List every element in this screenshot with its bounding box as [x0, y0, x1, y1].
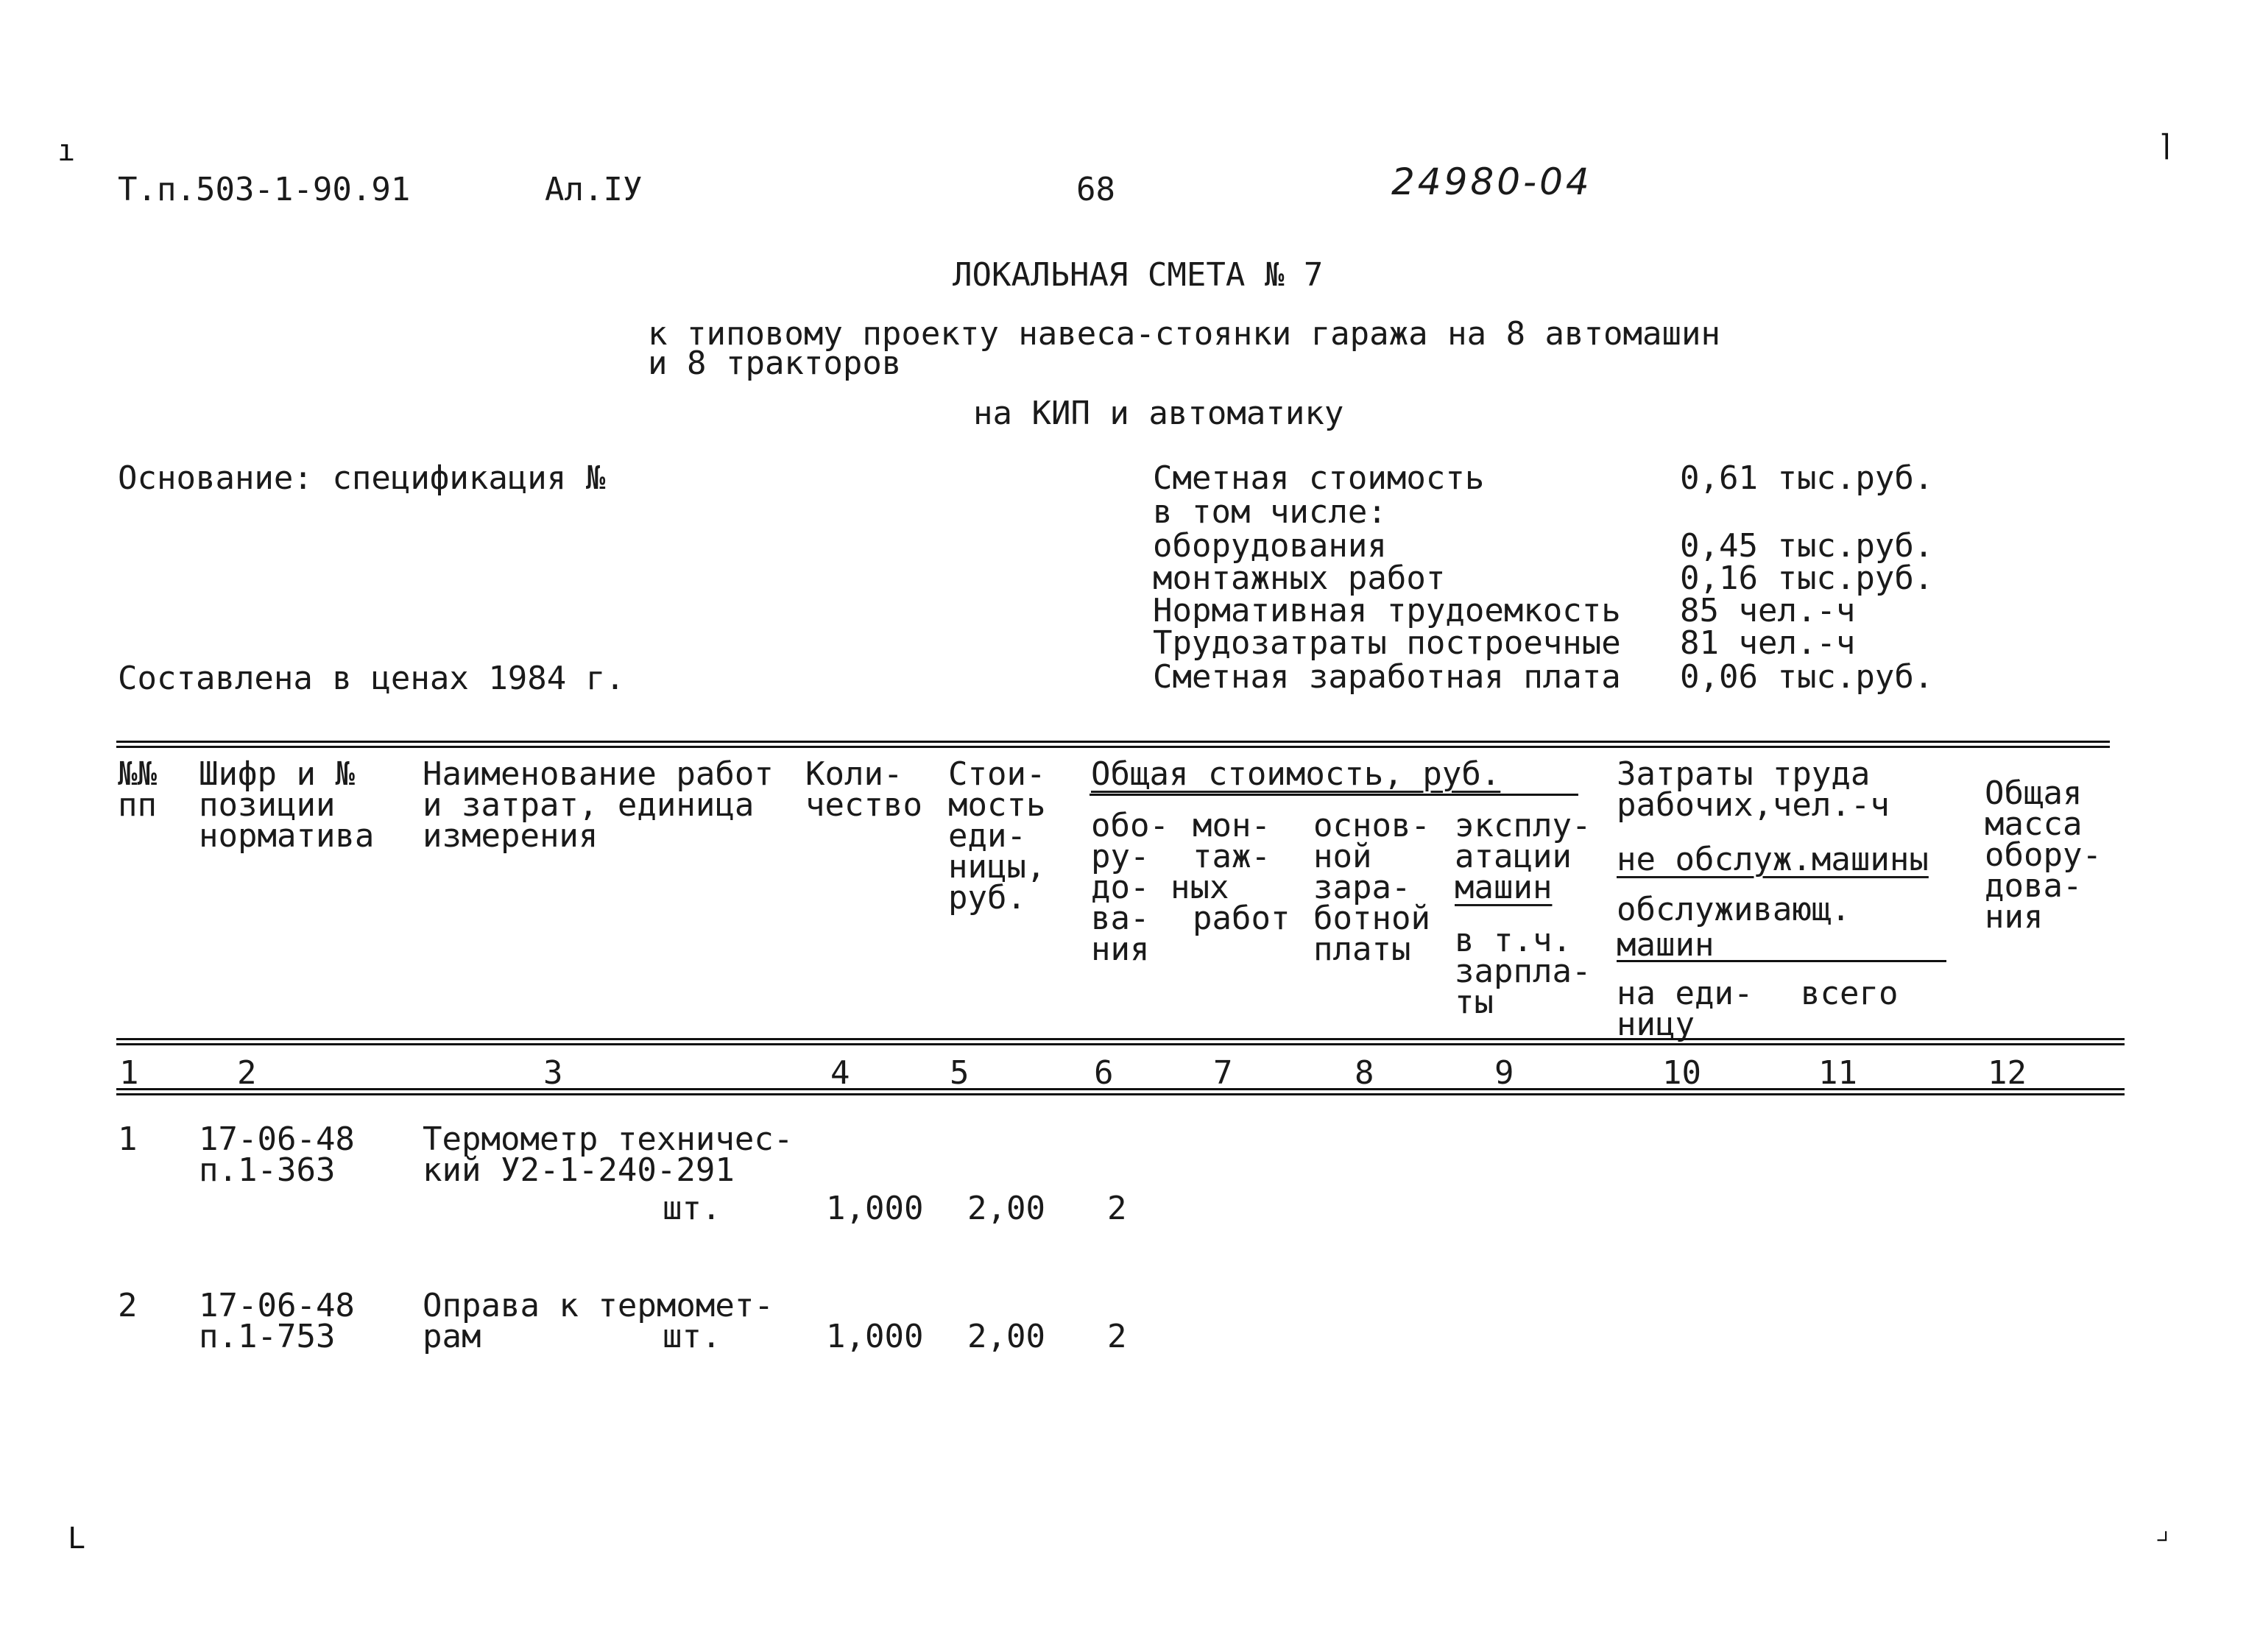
- header-total: всего: [1801, 975, 1899, 1012]
- corner-mark-top-right: ⌉: [2157, 129, 2175, 163]
- header-installation: таж-: [1193, 838, 1271, 875]
- column-number: 8: [1355, 1054, 1374, 1092]
- header-unit-cost: мость: [948, 786, 1046, 824]
- header-installation: ных: [1170, 869, 1229, 906]
- header-machines-wages: ты: [1455, 984, 1494, 1021]
- column-numbers-rule: [116, 1088, 2125, 1095]
- header-unit-cost: еди-: [948, 817, 1026, 855]
- document-number: 24980-04: [1391, 160, 1592, 203]
- header-machines-wages: в т.ч.: [1455, 922, 1572, 959]
- header-machines-wages: зарпла-: [1455, 953, 1592, 990]
- header-per-unit: ницу: [1617, 1006, 1695, 1043]
- title-line-3: на КИП и автоматику: [973, 395, 1344, 432]
- summary-label: в том числе:: [1153, 493, 1387, 531]
- column-number: 1: [119, 1054, 139, 1092]
- column-number: 3: [543, 1054, 563, 1092]
- project-code: Т.п.503-1-90.91: [118, 171, 411, 208]
- summary-label: оборудования: [1153, 527, 1387, 565]
- header-mass: дова-: [1985, 867, 2083, 905]
- row-unit-cost: 2,00: [967, 1190, 1045, 1227]
- corner-mark-top-left: ı: [57, 134, 76, 168]
- row-number: 2: [118, 1287, 138, 1324]
- title-line-1: к типовому проекту навеса-стоянки гаража на 8 автомашин: [648, 315, 1720, 353]
- header-unit-cost: ницы,: [948, 848, 1046, 886]
- labor-rule: [1617, 960, 1946, 962]
- summary-label: Трудозатраты построечные: [1153, 624, 1621, 662]
- header-name: Наименование работ: [423, 755, 774, 793]
- column-number: 9: [1494, 1054, 1514, 1092]
- header-machines: машин: [1455, 869, 1553, 906]
- header-equipment: ния: [1091, 931, 1150, 968]
- album-label: Ал.IУ: [545, 171, 643, 208]
- header-labor-not-machines: не обслуж.машины: [1617, 841, 1929, 878]
- header-labor-machines: машин: [1617, 926, 1715, 964]
- row-quantity: 1,000: [826, 1190, 924, 1227]
- prices-label: Составлена в ценах 1984 г.: [118, 660, 625, 697]
- header-wages: платы: [1313, 931, 1411, 968]
- summary-value: 81 чел.-ч: [1680, 624, 1856, 662]
- row-code: п.1-753: [199, 1318, 336, 1355]
- page-number: 68: [1076, 171, 1115, 208]
- header-unit-cost: Стои-: [948, 755, 1046, 793]
- row-number: 1: [118, 1120, 138, 1158]
- header-group-total-cost: Общая стоимость, руб.: [1091, 755, 1501, 793]
- header-mass: обору-: [1985, 836, 2102, 874]
- summary-label: Сметная стоимость: [1153, 459, 1485, 497]
- group-cost-rule: [1090, 794, 1578, 796]
- column-number: 6: [1094, 1054, 1114, 1092]
- summary-value: 0,45 тыс.руб.: [1680, 527, 1934, 565]
- header-installation: работ: [1193, 900, 1290, 937]
- corner-mark-bottom-left: L: [68, 1522, 86, 1556]
- header-equipment: обо-: [1091, 807, 1169, 844]
- column-number: 5: [950, 1054, 970, 1092]
- header-unit-cost: руб.: [948, 879, 1026, 917]
- column-number: 11: [1818, 1054, 1857, 1092]
- header-installation: мон-: [1193, 807, 1271, 844]
- table-top-rule: [116, 741, 2110, 748]
- header-equipment: ру-: [1091, 838, 1150, 875]
- summary-label: Сметная заработная плата: [1153, 658, 1621, 696]
- row-code: 17-06-48: [199, 1120, 355, 1158]
- summary-label: Нормативная трудоемкость: [1153, 592, 1621, 629]
- row-name: Термометр техничес-: [423, 1120, 794, 1158]
- header-num: пп: [118, 786, 157, 824]
- header-qty: Коли-: [805, 755, 903, 793]
- header-bottom-rule: [116, 1038, 2125, 1045]
- row-code: п.1-363: [199, 1151, 336, 1189]
- row-name: кий У2-1-240-291: [423, 1151, 735, 1189]
- header-machines: эксплу-: [1455, 807, 1592, 844]
- summary-value: 85 чел.-ч: [1680, 592, 1856, 629]
- row-unit: шт.: [663, 1190, 721, 1227]
- row-unit-cost: 2,00: [967, 1318, 1045, 1355]
- header-name: измерения: [423, 817, 598, 855]
- summary-value: 0,61 тыс.руб.: [1680, 459, 1934, 497]
- row-name: рам: [423, 1318, 481, 1355]
- header-code: позиции: [199, 786, 336, 824]
- column-number: 10: [1662, 1054, 1701, 1092]
- row-equipment-cost: 2: [1107, 1318, 1127, 1355]
- header-num: №№: [118, 755, 157, 793]
- header-wages: ботной: [1313, 900, 1430, 937]
- header-machines: атации: [1455, 838, 1572, 875]
- header-mass: Общая: [1985, 774, 2083, 812]
- column-number: 12: [1988, 1054, 2027, 1092]
- row-code: 17-06-48: [199, 1287, 355, 1324]
- header-mass: масса: [1985, 805, 2083, 843]
- header-wages: основ-: [1313, 807, 1430, 844]
- header-code: норматива: [199, 817, 375, 855]
- row-quantity: 1,000: [826, 1318, 924, 1355]
- title-line-2: и 8 тракторов: [648, 345, 902, 382]
- column-number: 7: [1213, 1054, 1233, 1092]
- header-mass: ния: [1985, 898, 2044, 936]
- row-unit: шт.: [663, 1318, 721, 1355]
- header-code: Шифр и №: [199, 755, 355, 793]
- row-equipment-cost: 2: [1107, 1190, 1127, 1227]
- header-qty: чество: [805, 786, 922, 824]
- header-group-labor: Затраты труда: [1617, 755, 1871, 793]
- summary-label: монтажных работ: [1153, 560, 1446, 597]
- column-number: 2: [237, 1054, 257, 1092]
- header-equipment: ва-: [1091, 900, 1150, 937]
- corner-mark-bottom-right: ⌟: [2153, 1513, 2172, 1547]
- header-per-unit: на еди-: [1617, 975, 1754, 1012]
- header-wages: зара-: [1313, 869, 1411, 906]
- basis-label: Основание: спецификация №: [118, 459, 606, 497]
- header-name: и затрат, единица: [423, 786, 755, 824]
- header-labor-machines: обслуживающ.: [1617, 891, 1851, 928]
- column-number: 4: [830, 1054, 850, 1092]
- summary-value: 0,06 тыс.руб.: [1680, 658, 1934, 696]
- summary-value: 0,16 тыс.руб.: [1680, 560, 1934, 597]
- row-name: Оправа к термомет-: [423, 1287, 774, 1324]
- header-group-labor: рабочих,чел.-ч: [1617, 786, 1890, 824]
- header-equipment: до-: [1091, 869, 1150, 906]
- header-wages: ной: [1313, 838, 1372, 875]
- estimate-title: ЛОКАЛЬНАЯ СМЕТА № 7: [953, 256, 1324, 294]
